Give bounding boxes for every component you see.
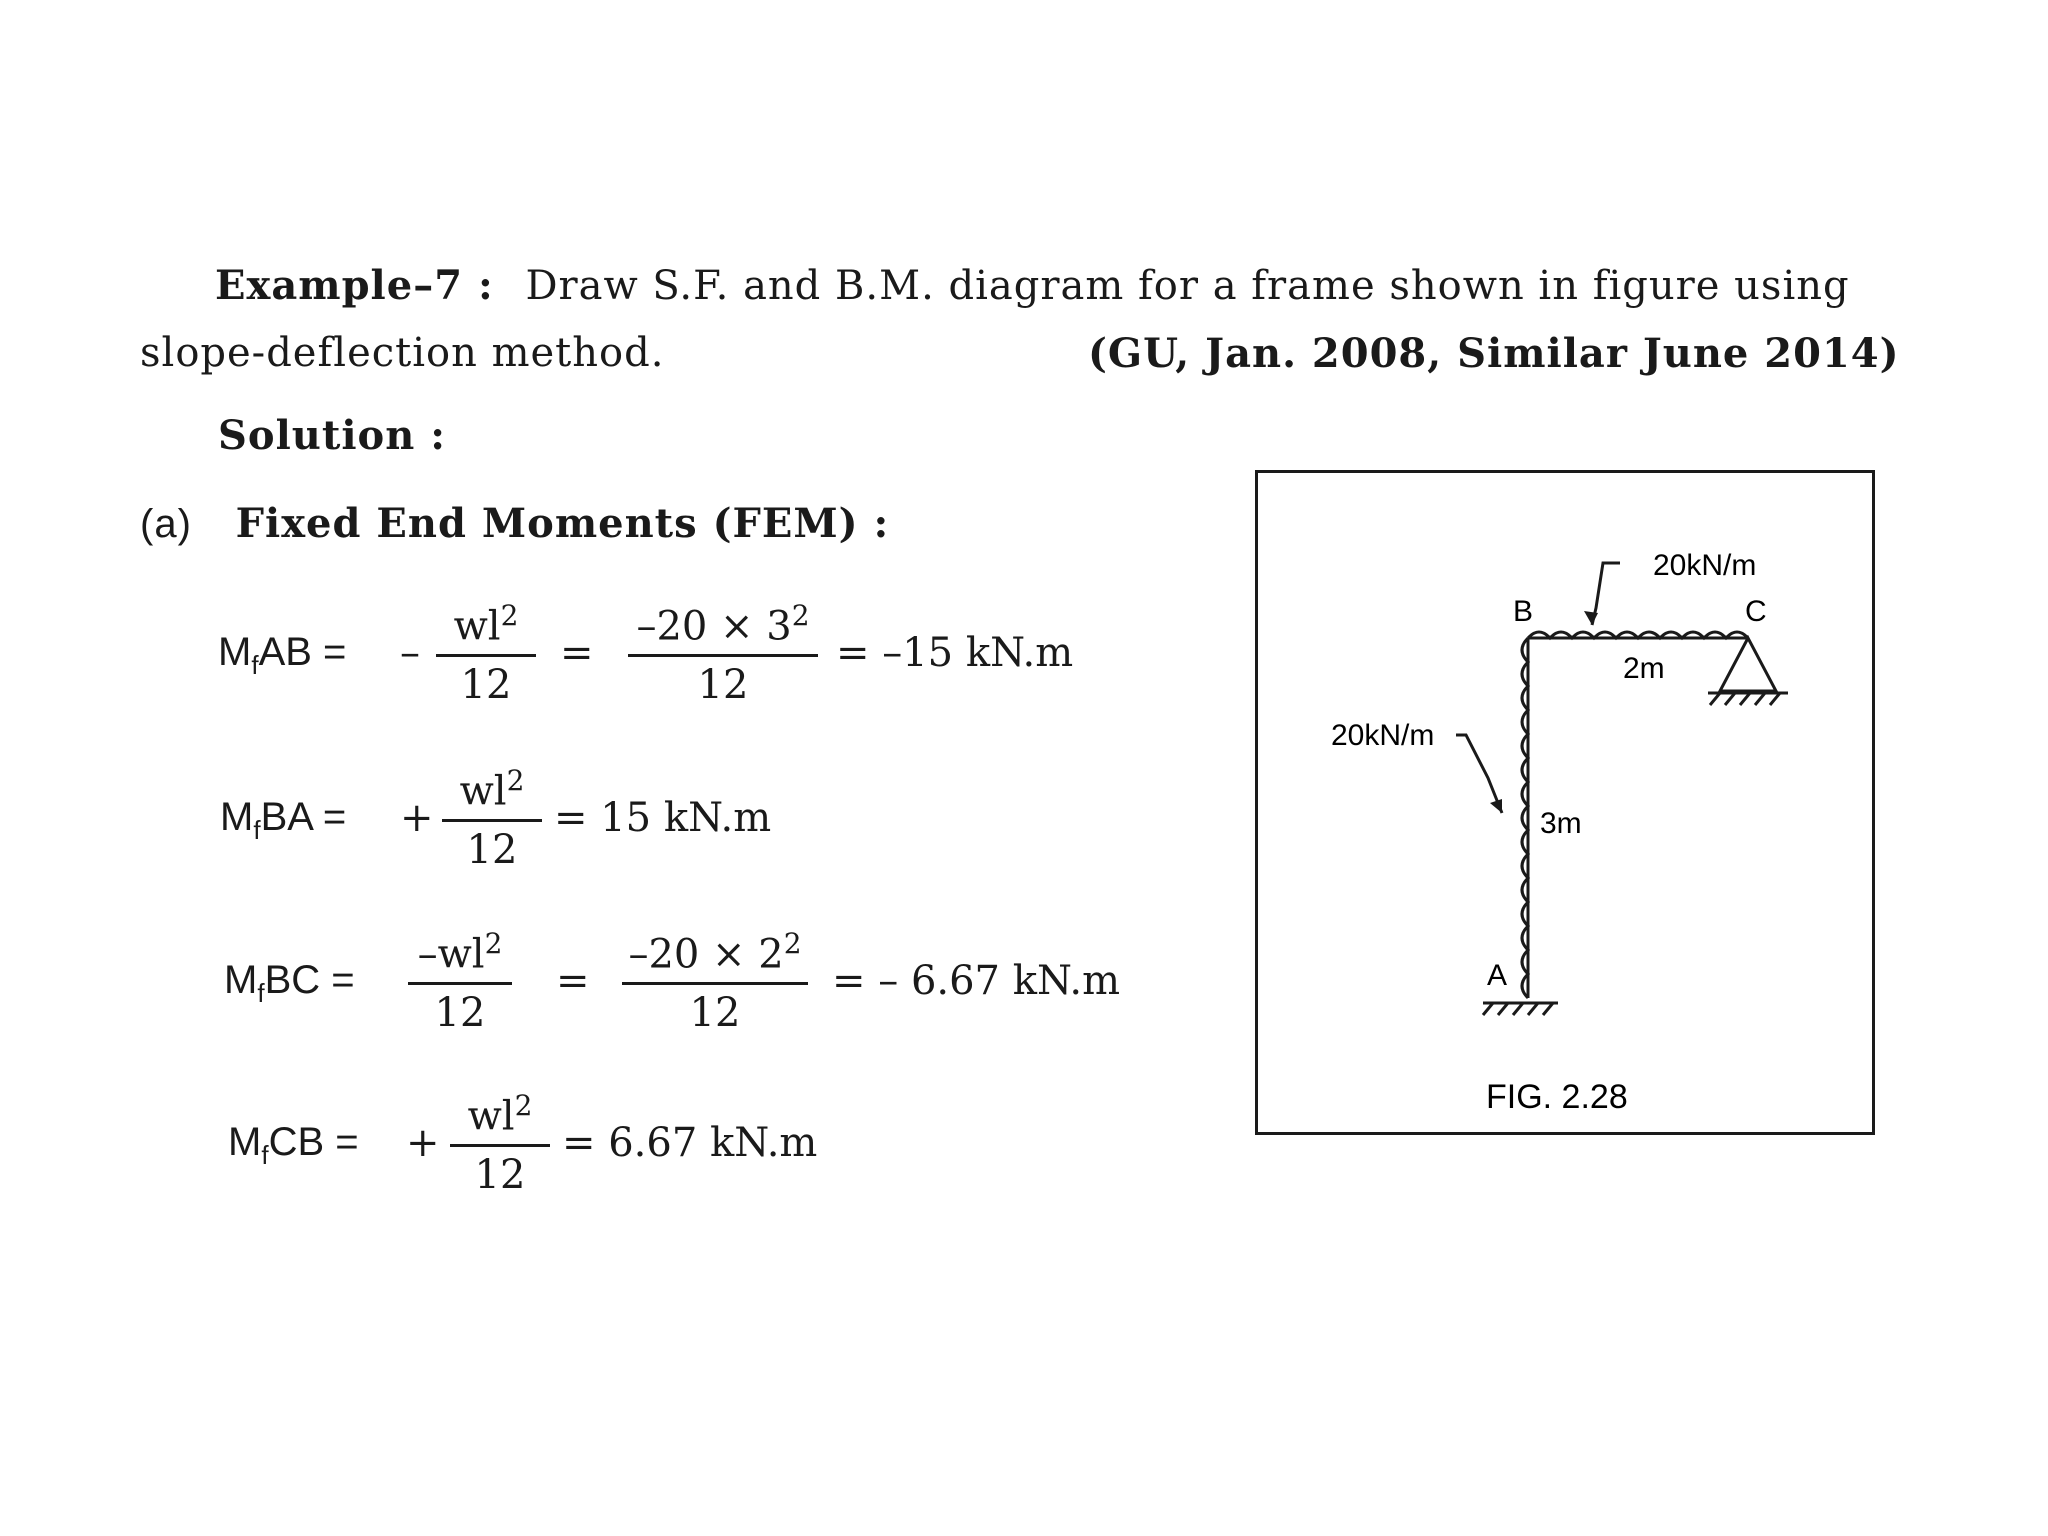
example-label: Example–7 : <box>215 262 494 309</box>
equation-mf-cb <box>226 1080 1126 1200</box>
node-c-label: C <box>1745 595 1767 628</box>
pin-support-c <box>1720 638 1776 691</box>
fraction-minus-wl2-over-12: $-wl^2$ 12 <box>408 918 512 1039</box>
equation-mf-bc <box>222 918 1222 1038</box>
equation-result: = –15 kN.m <box>836 630 1074 676</box>
sign: + <box>406 1120 440 1166</box>
section-title: Fixed End Moments (FEM) : <box>235 500 890 547</box>
span-bc-label: 2m <box>1623 652 1665 685</box>
sign: – <box>400 630 420 676</box>
fraction-numeric: $-20 \times 3^2$ 12 <box>628 590 818 711</box>
source-reference: (GU, Jan. 2008, Similar June 2014) <box>1088 330 1900 377</box>
frame-figure <box>1255 470 1875 1135</box>
left-load-leader <box>1456 735 1502 813</box>
equation-lhs: $M_fBA$ = <box>220 795 347 845</box>
left-load-label: 20kN/m <box>1331 719 1435 752</box>
equals-sign: = <box>560 630 594 676</box>
equation-result: = 15 kN.m <box>554 795 772 841</box>
equals-sign: = <box>556 958 590 1004</box>
equation-mf-ab <box>218 590 1118 710</box>
equation-lhs: $M_fBC$ = <box>224 958 355 1008</box>
equation-lhs: $M_fAB$ = <box>218 630 347 680</box>
fraction-numeric: $-20 \times 2^2$ 12 <box>622 918 808 1039</box>
sign: + <box>400 795 434 841</box>
node-a-label: A <box>1487 959 1508 992</box>
equation-result: = – 6.67 kN.m <box>832 958 1121 1004</box>
section-heading <box>140 500 889 547</box>
top-load-label: 20kN/m <box>1653 549 1757 582</box>
intro-text-1: Draw S.F. and B.M. diagram for a frame shown in figure using <box>525 263 1850 309</box>
fraction-wl2-over-12: $wl^2$ 12 <box>436 590 536 711</box>
equation-result: = 6.67 kN.m <box>562 1120 818 1166</box>
fraction-wl2-over-12: $wl^2$ 12 <box>450 1080 550 1201</box>
intro-text-2: slope-deflection method. <box>140 330 665 376</box>
equation-lhs: $M_fCB$ = <box>228 1120 359 1170</box>
solution-heading: Solution : <box>218 412 446 459</box>
section-marker: (a) <box>140 502 192 546</box>
figure-caption: FIG. 2.28 <box>1486 1078 1628 1116</box>
fraction-wl2-over-12: $wl^2$ 12 <box>442 755 542 876</box>
intro-line-1 <box>215 262 1850 309</box>
node-b-label: B <box>1513 595 1534 628</box>
equation-mf-ba <box>218 755 1118 875</box>
frame-diagram <box>1258 473 1878 1138</box>
span-ab-label: 3m <box>1540 807 1582 840</box>
